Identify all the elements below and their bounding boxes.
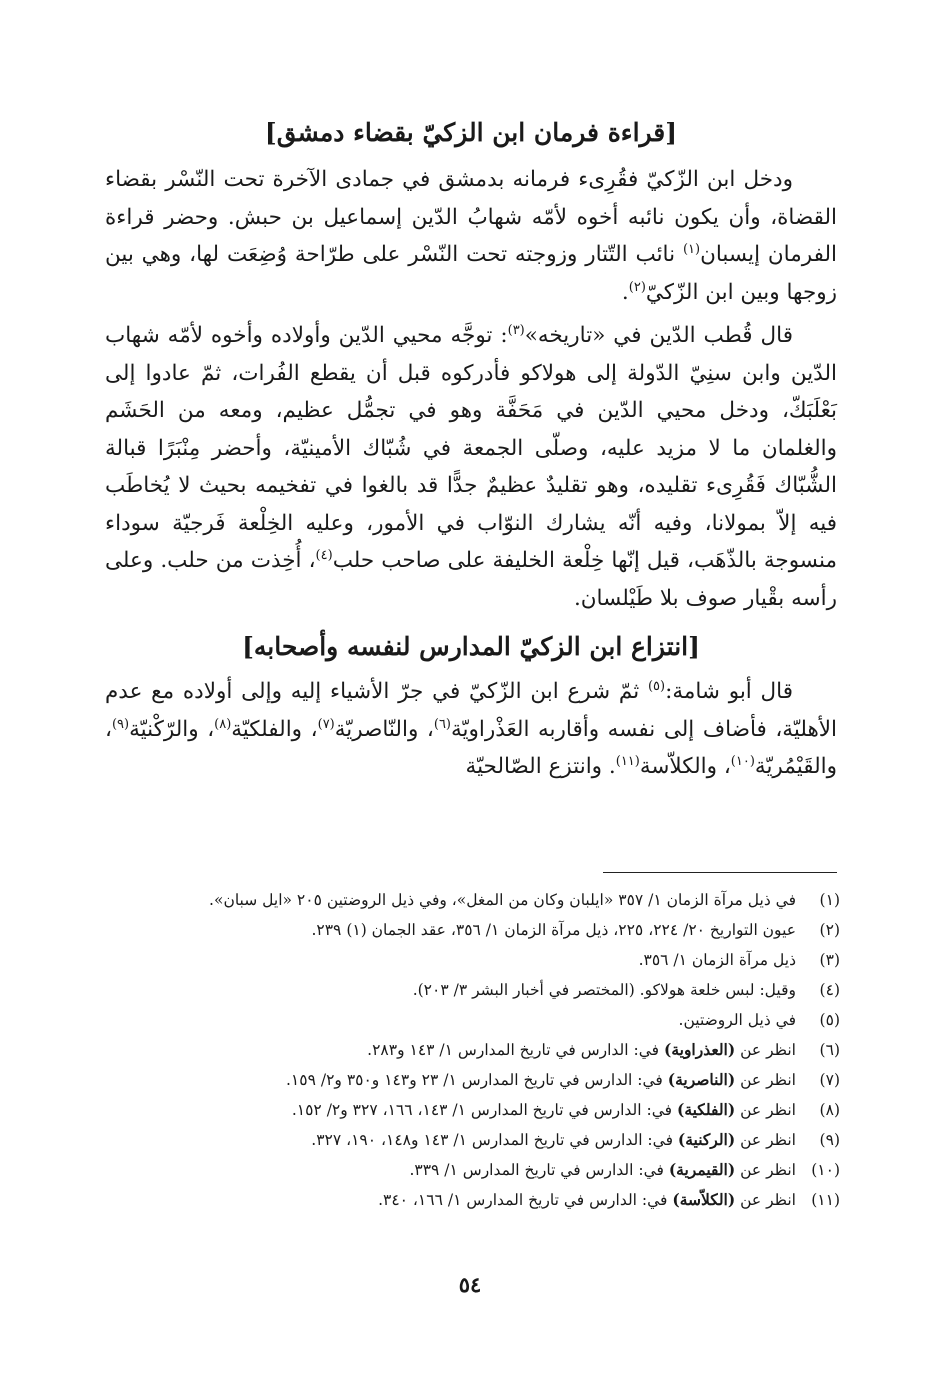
footnote-number: (١١) (811, 1191, 840, 1209)
footnote-text-post: في: الدارس في تاريخ المدارس ١/ ١٤٣ و٢٨٣. (367, 1041, 664, 1059)
p2-text-a: قال قُطب الدّين في «تاريخه» (524, 323, 793, 348)
footnote-number: (١٠) (811, 1161, 840, 1179)
footnote-ref-9: (٩) (111, 716, 130, 732)
footnote-ref-4: (٤) (315, 547, 333, 563)
footnote-topic: (الركنية) (677, 1130, 736, 1149)
footnote-divider (603, 872, 837, 873)
p3-text-f: ، والقَيْمُريّة (105, 716, 837, 779)
footnote-number: (١) (819, 891, 840, 909)
section-heading-2: [انتزاع ابن الزكيّ المدارس لنفسه وأصحابه] (242, 632, 700, 661)
footnote (105, 1095, 840, 1125)
footnote-ref-10: (١٠) (730, 753, 755, 769)
footnote-text (105, 1005, 796, 1035)
p1-text-b: نائب التّتار وزوجته تحت النّسْر على طرّاحة وُضِعَت لها، وهي بين زوجها وبين ابن الزّكيّ (105, 242, 837, 305)
footnote-topic: (الفلكية) (676, 1100, 736, 1119)
footnote-text-post: في: الدارس في تاريخ المدارس ١/ ١٦٦، ٣٤٠. (378, 1191, 673, 1209)
footnote-text (105, 975, 796, 1005)
page-number: ٥٤ (458, 1272, 482, 1297)
footnote-text (105, 1035, 796, 1065)
p3-text-d: ، والفلكيّة (231, 716, 318, 742)
footnote-text (105, 1125, 796, 1155)
footnote-topic: (الكلاّسة) (672, 1190, 736, 1209)
footnote-number: (٦) (819, 1041, 840, 1059)
footnote-text-pre: انظر عن (735, 1101, 796, 1119)
footnotes (105, 885, 840, 1215)
footnote-text-pre: انظر عن (735, 1071, 796, 1089)
p1-text-c: . (621, 279, 629, 305)
footnote-ref-8: (٨) (214, 716, 232, 732)
footnote-number: (٤) (819, 981, 840, 999)
footnote (105, 1185, 840, 1215)
footnote-number: (٢) (819, 921, 840, 939)
footnote-text-post: في: الدارس في تاريخ المدارس ١/ ١٤٣، ١٦٦، ٣٢٧ و٢/ ١٥٢. (291, 1101, 677, 1119)
footnote (105, 885, 840, 915)
footnote-ref-1: (١) (682, 241, 701, 257)
footnote (105, 1155, 840, 1185)
footnote (105, 1035, 840, 1065)
p3-text-c: ، والنّاصريّة (334, 716, 434, 742)
footnote-number: (٧) (819, 1071, 840, 1089)
footnote-ref-7: (٧) (317, 716, 335, 732)
footnote-text (105, 915, 796, 945)
footnote-number: (٨) (819, 1101, 840, 1119)
footnote (105, 1125, 840, 1155)
footnote-ref-11: (١١) (615, 753, 640, 769)
p3-text-a: قال أبو شامة: (665, 679, 793, 704)
footnote-text-post: في: الدارس في تاريخ المدارس ١/ ٢٣ و١٤٣ و٣٥٠ و٢/ ١٥٩. (285, 1071, 668, 1089)
footnote-text-pre: في ذيل الروضتين. (678, 1011, 796, 1029)
p3-text-g: ، والكلاّسة (639, 754, 731, 779)
footnote-text-pre: وقيل: لبس خلعة هولاكو. (المختصر في أخبار البشر ٣/ ٢٠٣). (412, 981, 796, 999)
p2-text-c: ، أُخِذت من حلب. وعلى رأسه بقْيار صوف بلا طَيْلسان. (105, 548, 837, 611)
footnote (105, 1005, 840, 1035)
footnote-text (105, 945, 796, 975)
footnote-text (105, 1155, 796, 1185)
footnote-text-pre: انظر عن (735, 1131, 796, 1149)
footnote-topic: (القيمرية) (668, 1160, 736, 1179)
footnote-number: (٣) (819, 951, 840, 969)
footnote-text-pre: انظر عن (735, 1191, 796, 1209)
footnote-ref-5: (٥) (647, 678, 666, 694)
footnote-text (105, 1185, 796, 1215)
footnote-text (105, 885, 796, 915)
p3-text-e: ، والرّكْنيّة (129, 716, 215, 742)
footnote (105, 945, 840, 975)
footnote-text-pre: انظر عن (735, 1041, 796, 1059)
footnote-number: (٩) (819, 1131, 840, 1149)
footnote-ref-6: (٦) (433, 716, 451, 732)
footnote-text-pre: انظر عن (735, 1161, 796, 1179)
footnote-text-pre: في ذيل مرآة الزمان ١/ ٣٥٧ «ايلبان وكان من المغل»، وفي ذيل الروضتين ٢٠٥ «ايل سبان». (209, 891, 796, 909)
footnote-text-post: في: الدارس في تاريخ المدارس ١/ ٣٣٩. (409, 1161, 669, 1179)
footnote-text (105, 1095, 796, 1125)
p3-text-b: ثمّ شرع ابن الزّكيّ في جرّ الأشياء إليه وإلى أولاده مع عدم الأهليّة، فأضاف إلى نفسه وأقاربه العَذْراويّة (105, 679, 838, 742)
main-text (105, 105, 837, 786)
section-heading-1: [قراءة فرمان ابن الزكيّ بقضاء دمشق] (264, 118, 678, 147)
footnote-ref-2: (٢) (628, 279, 646, 295)
footnote-topic: (العذراوية) (663, 1040, 736, 1059)
footnote-number: (٥) (819, 1011, 840, 1029)
p2-text-b: : توجَّه محيي الدّين وأولاده وأخوه لأمّه شهاب الدّين وابن سنِيّ الدّولة إلى هولاكو فأدركوه قبل أن يقطع الفُرات، ثمّ عادوا إلى بَعْلَبَكّ، ودخل محيي الدّين في مَحَفَّة وهو في تجمُّل عظيم، ومعه من الحَشَم والغلمان ما لا مزيد عليه، وصلّى الجمعة في شُبّاك الأمينيّة، وأحضر مِنْبَرًا قبالة الشُّبّاك فَقُرِىء تقليده، وهو تقليدٌ عظيمٌ جدًّا قد بالغوا في تفخيمه بحيث لا يُخاطَب فيه إلاّ بمولانا، وفيه أنّه يشارك النوّاب في الأمور، وعليه الخِلْعة فَرجيّة سوداء منسوجة بالذّهَب، قيل إنّها خِلْعة الخليفة على صاحب حلب (105, 323, 837, 573)
p1-text-a: ودخل ابن الزّكيّ فقُرِىء فرمانه بدمشق في جمادى الآخرة تحت النّسْر بقضاء القضاة، وأن يكون نائبه أخوه لأمّه شهابُ الدّين إسماعيل بن حبش. وحضر قراءة الفرمان إيسبان (105, 167, 837, 267)
footnote-ref-3: (٣) (507, 322, 525, 338)
p3-text-h: . وانتزع الصّالحيّة (465, 754, 616, 779)
paragraph-3 (105, 673, 837, 786)
footnote-text (105, 1065, 796, 1095)
footnote-text-post: في: الدارس في تاريخ المدارس ١/ ١٤٣ و١٤٨، ١٩٠، ٣٢٧. (311, 1131, 678, 1149)
footnote-topic: (الناصرية) (667, 1070, 736, 1089)
paragraph-2 (105, 317, 837, 617)
footnote (105, 915, 840, 945)
paragraph-1 (105, 161, 837, 311)
footnote (105, 1065, 840, 1095)
footnote (105, 975, 840, 1005)
footnote-text-pre: ذيل مرآة الزمان ١/ ٣٥٦. (638, 951, 796, 969)
footnote-text-pre: عيون التواريخ ٢٠/ ٢٢٤، ٢٢٥، ذيل مرآة الزمان ١/ ٣٥٦، عقد الجمان (١) ٢٣٩. (311, 921, 796, 939)
